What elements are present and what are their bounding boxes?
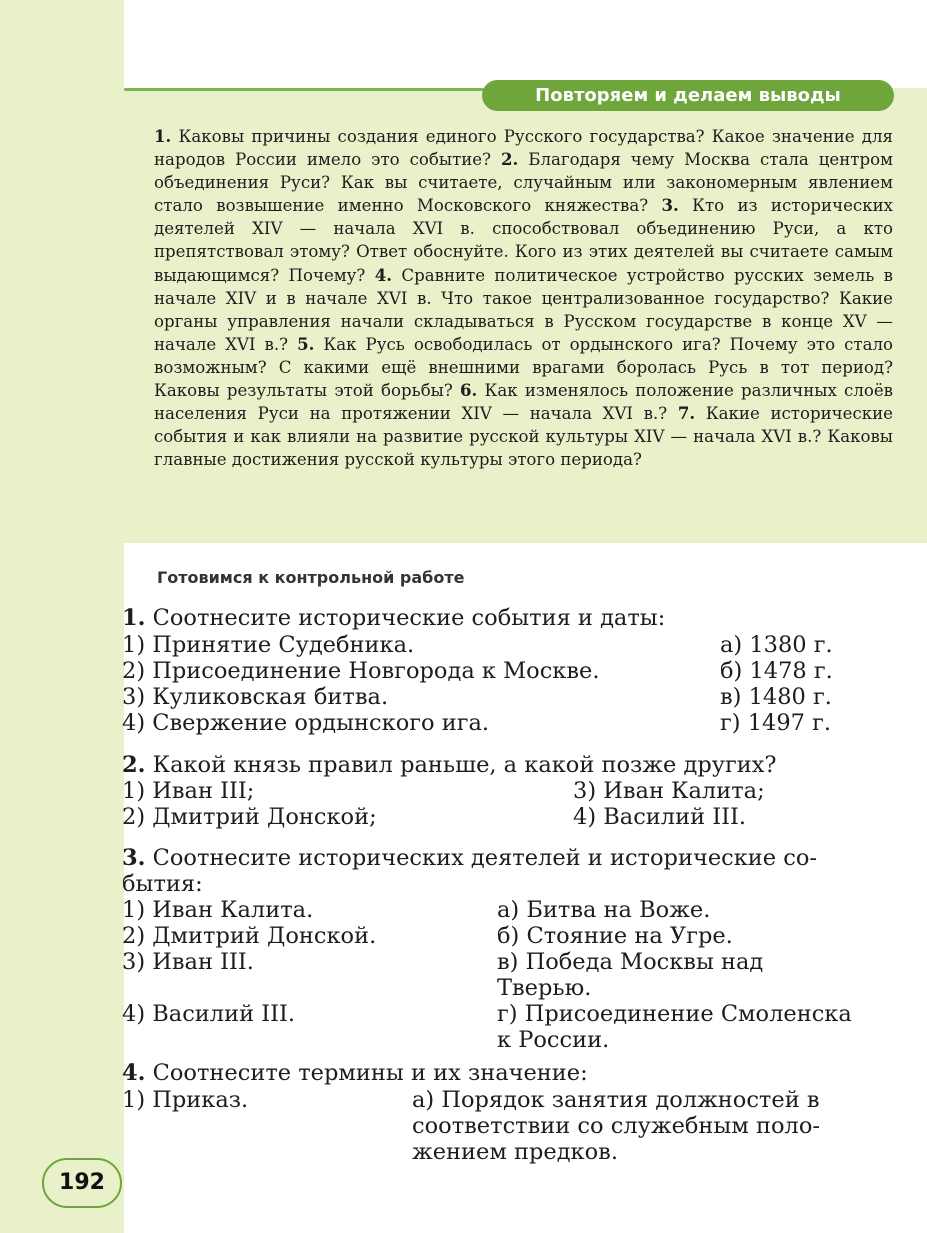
task-3-left-item: 1) Иван Калита. [122, 897, 314, 923]
task-4-right-item-cont: жением предков. [412, 1139, 618, 1165]
question-number: 1. [154, 126, 172, 146]
task-prompt-text: Соотнесите исторических деятелей и исторические со- [145, 845, 818, 871]
task-2-prompt [122, 752, 777, 778]
question-number: 5. [297, 333, 315, 354]
task-number: 1. [122, 605, 146, 631]
question-text: Благодаря чему Москва стала центром объединения Руси? Как вы считаете, случайным или закономерным явлением стало возвышение именно Московского княжества? [154, 150, 893, 216]
question-text: Как Русь освободилась от ордынского ига? Почему это стало возможным? С какими ещё внешними врагами боролась Русь в тот период? Каковы результаты этой борьбы? [154, 334, 893, 401]
task-4-right-item: а) Порядок занятия должностей в [412, 1087, 820, 1113]
question-text: Как изменялось положение различных слоёв населения Руси на протяжении XIV — начала XVI в.? [154, 381, 894, 424]
task-1-left-item: 3) Куликовская битва. [122, 684, 389, 710]
task-3-right-item: г) Присоединение Смоленска [497, 1001, 852, 1027]
task-3-right-item-cont: Тверью. [497, 975, 592, 1001]
review-questions [154, 125, 893, 471]
task-3-prompt [122, 845, 817, 871]
review-section-title: Повторяем и делаем выводы [482, 80, 894, 111]
question-number: 6. [460, 380, 478, 401]
task-number: 2. [122, 752, 146, 778]
task-3-right-item-cont: к России. [497, 1027, 610, 1053]
task-2-right-item: 3) Иван Калита; [573, 778, 765, 804]
task-1-left-item: 2) Присоединение Новгорода к Москве. [122, 658, 600, 684]
question-text: Какие исторические события и как влияли на развитие русской культуры XIV — начала XVI в.? Каковы главные достижения русской культуры этого периода? [154, 404, 894, 470]
task-1-right-item: б) 1478 г. [720, 658, 833, 684]
task-3-right-item: в) Победа Москвы над [497, 949, 764, 975]
task-3-prompt-cont: бытия: [122, 871, 203, 897]
task-prompt-text: Какой князь правил раньше, а какой позже других? [145, 752, 777, 778]
task-3-left-item: 4) Василий III. [122, 1001, 296, 1027]
task-2-left-item: 2) Дмитрий Донской; [122, 804, 377, 830]
task-4-prompt [122, 1060, 588, 1086]
left-margin-band [0, 0, 124, 1233]
task-1-right-item: в) 1480 г. [720, 684, 832, 710]
page-number-badge: 192 [42, 1158, 122, 1208]
task-2-left-item: 1) Иван III; [122, 778, 255, 804]
task-3-left-item: 3) Иван III. [122, 949, 254, 975]
question-number: 3. [661, 195, 679, 216]
task-1-prompt [122, 605, 665, 631]
task-prompt-text: Соотнесите термины и их значение: [145, 1060, 588, 1086]
question-number: 4. [374, 264, 393, 285]
panel-top-rule [124, 88, 484, 91]
task-1-right-item: г) 1497 г. [720, 710, 832, 736]
question-text: Сравните политическое устройство русских земель в начале XIV и в начале XVI в. Что такое централизованное государство? Какие органы управления начали складываться в Русском государстве в конце XV — начале XVI в.? [154, 265, 893, 354]
task-prompt-text: Соотнесите исторические события и даты: [145, 605, 666, 631]
task-number: 4. [122, 1060, 146, 1086]
task-4-left-item: 1) Приказ. [122, 1087, 249, 1113]
question-number: 7. [677, 403, 696, 424]
task-3-right-item: а) Битва на Воже. [497, 897, 711, 923]
task-1-left-item: 4) Свержение ордынского ига. [122, 710, 490, 736]
question-number: 2. [500, 149, 519, 170]
task-number: 3. [122, 845, 146, 871]
task-1-right-item: а) 1380 г. [720, 632, 833, 658]
task-3-right-item: б) Стояние на Угре. [497, 923, 733, 949]
question-text: Каковы причины создания единого Русского государства? Какое значение для народов России имело это событие? [154, 127, 893, 170]
question-text: Кто из исторических деятелей XIV — начала XVI в. способствовал объединению Руси, а кто препятствовал этому? Ответ обоснуйте. Кого из этих деятелей вы считаете самым выдающимся? Почему? [154, 196, 893, 285]
task-3-left-item: 2) Дмитрий Донской. [122, 923, 377, 949]
prep-heading: Готовимся к контрольной работе [157, 568, 465, 587]
task-1-left-item: 1) Принятие Судебника. [122, 632, 415, 658]
task-2-right-item: 4) Василий III. [573, 804, 747, 830]
task-4-right-item-cont: соответствии со служебным поло- [412, 1113, 820, 1139]
